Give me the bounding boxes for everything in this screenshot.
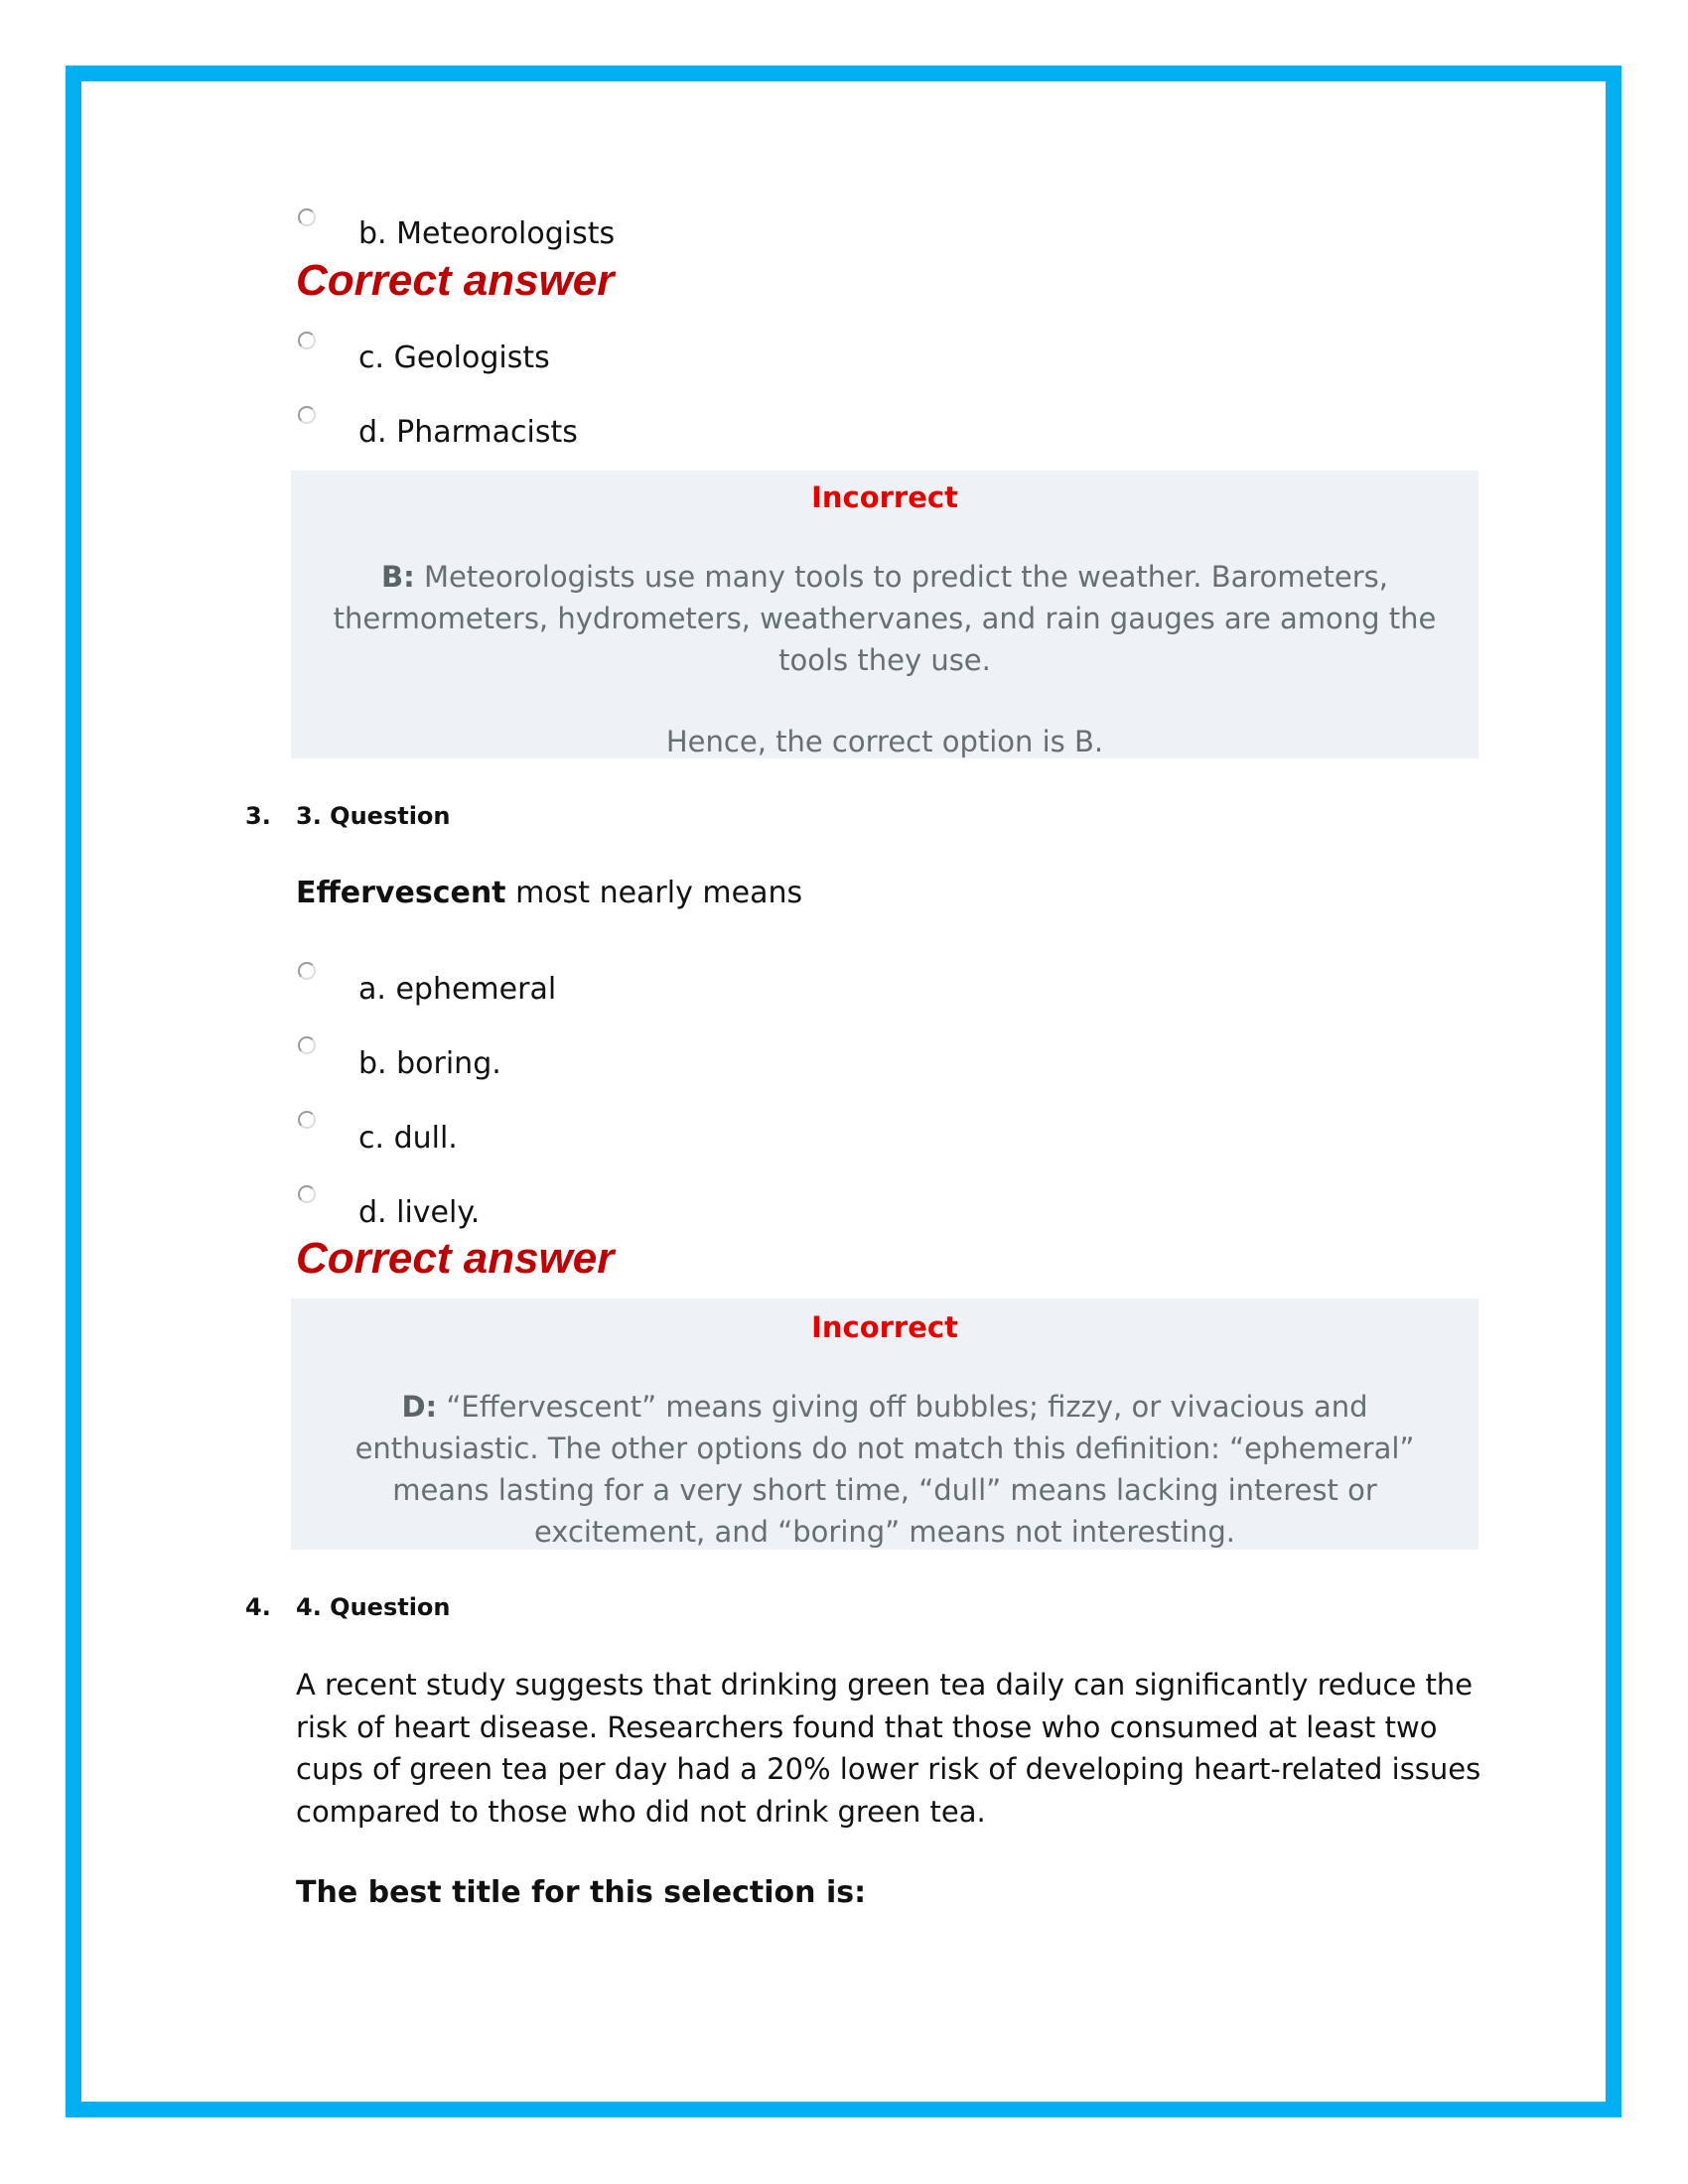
radio-option-a[interactable] <box>298 962 316 980</box>
feedback-key: B: <box>381 560 415 594</box>
radio-option-c[interactable] <box>298 1111 316 1129</box>
radio-option-d[interactable] <box>298 1185 316 1203</box>
option-label-b: b. boring. <box>358 1046 501 1081</box>
feedback-key: D: <box>401 1390 438 1424</box>
question-stem <box>296 876 802 911</box>
stem-keyword: Effervescent <box>296 876 506 910</box>
option-label-c: c. dull. <box>358 1121 458 1156</box>
feedback-text: “Effervescent” means giving off bubbles; fizzy, or vivacious and enthusiastic. The other options do not match this definition: “ephemeral” means lasting for a very short time, “dull” means lacking interest or excitement, and “boring” means not interesting. <box>354 1390 1415 1549</box>
option-label-d: d. lively. <box>358 1195 481 1230</box>
radio-option-b[interactable] <box>298 1036 316 1054</box>
question-passage: A recent study suggests that drinking green tea daily can significantly reduce the risk of heart disease. Researchers found that those who consumed at least two cups of green tea per day had a 20% lower risk of developing heart-related issues compared to those who did not drink green tea. <box>296 1668 1481 1829</box>
option-label-d: d. Pharmacists <box>358 415 578 450</box>
feedback-box <box>291 1298 1478 1550</box>
option-label-c: c. Geologists <box>358 341 550 375</box>
correct-answer-marker: Correct answer <box>296 256 615 305</box>
feedback-box <box>291 471 1478 758</box>
list-number: 3. <box>245 802 271 830</box>
prompt-text: The best title for this selection is: <box>296 1875 867 1910</box>
feedback-text: Meteorologists use many tools to predict the weather. Barometers, thermometers, hydrometers, weathervanes, and rain gauges are among the tools they use. <box>333 560 1437 677</box>
question-heading: 4. Question <box>296 1593 451 1621</box>
question-prompt <box>296 1875 866 1911</box>
radio-option-c[interactable] <box>298 332 316 349</box>
feedback-status: Incorrect <box>811 1310 958 1344</box>
feedback-status: Incorrect <box>811 480 958 514</box>
list-number: 4. <box>245 1593 271 1621</box>
radio-option-d[interactable] <box>298 406 316 424</box>
stem-text: most nearly means <box>505 876 803 910</box>
radio-option-b[interactable] <box>298 208 316 226</box>
feedback-explanation <box>309 556 1461 681</box>
feedback-conclusion: Hence, the correct option is B. <box>665 725 1104 758</box>
correct-answer-marker: Correct answer <box>296 1234 615 1283</box>
question-heading: 3. Question <box>296 802 451 830</box>
feedback-explanation <box>309 1386 1461 1553</box>
option-label-b: b. Meteorologists <box>358 216 616 251</box>
option-label-a: a. ephemeral <box>358 972 557 1007</box>
